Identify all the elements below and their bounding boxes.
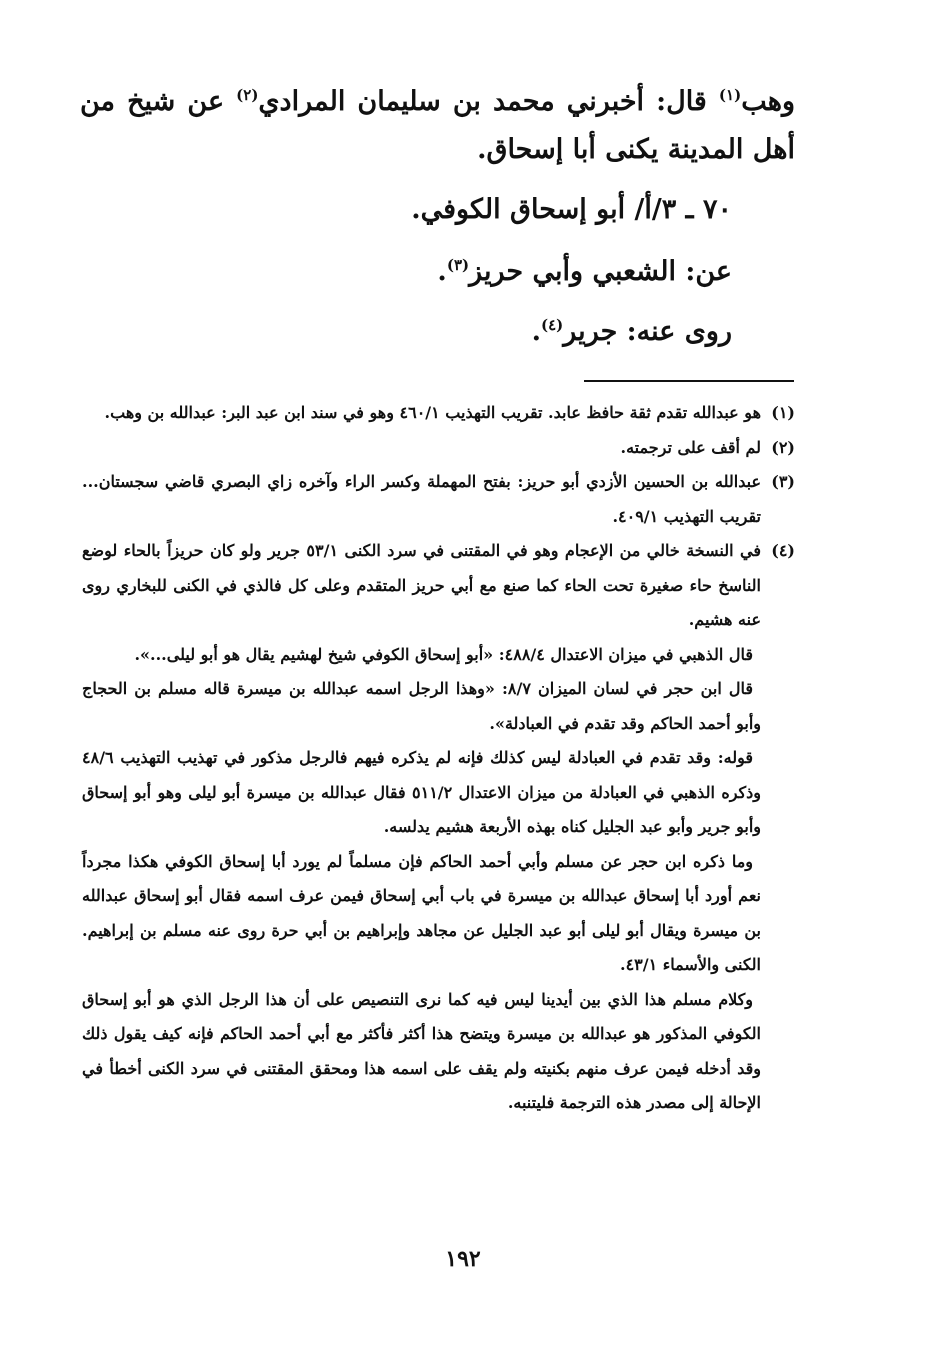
entry-narrated-end: . (531, 316, 541, 347)
footnote-4-paragraph: وما ذكره ابن حجر عن مسلم وأبي أحمد الحاكم فإن مسلماً لم يورد أبا إسحاق الكوفي هكذا مجرداً نعم أورد أبا إسحاق عبدالله بن ميسرة في باب أبي إسحاق فيمن عرف اسمه فقال أبو إسحاق عبدالله بن ميسرة ويقال أبو ليلى أبو عبد الجليل عن مجاهد وإبراهيم بن أبي حرة روى عنه مسلم بن إبراهيم. الكنى والأسماء ٤٣/١. (82, 851, 762, 974)
footnote-2 (82, 431, 795, 466)
entry-from-end: . (437, 256, 447, 287)
footnote-4-paragraph: قال الذهبي في ميزان الاعتدال ٤٨٨/٤: «أبو إسحاق الكوفي شيخ لهشيم يقال هو أبو ليلى...». (134, 644, 753, 664)
footnote-text: لم أقف على ترجمته. (620, 437, 761, 457)
main-text-middle: قال: أخبرني محمد بن سليمان المرادي (258, 86, 719, 117)
page-number: ١٩٢ (445, 1246, 481, 1272)
entry-narrated-line (80, 308, 732, 356)
footnote-number: (٢) (771, 437, 795, 457)
footnote-separator (584, 380, 794, 382)
entry-from-text: عن: الشعبي وأبي حريز (469, 256, 732, 287)
footnote-text: هو عبدالله تقدم ثقة حافظ عابد. تقريب التهذيب ٤٦٠/١ وهو في سند ابن عبد البر: عبدالله بن وهب. (104, 403, 761, 422)
footnote-4-paragraph: وكلام مسلم هذا الذي بين أيدينا ليس فيه كما نرى التنصيص على أن هذا الرجل الذي هو أبو إسحاق الكوفي المذكور هو عبدالله بن ميسرة ويتضح هذا أكثر فأكثر مع أبي أحمد الحاكم فإنه كيف يقول ذلك وقد أدخله فيمن عرف منهم بكنيته ولم يقف على اسمه هذا ومحقق المقتنى في سرد الكنى أخطأ في الإحالة إلى مصدر هذه الترجمة فليتنبه. (82, 989, 761, 1112)
footnote-number: (٣) (771, 472, 795, 491)
footnote-ref-4[interactable]: (٤) (541, 316, 564, 334)
main-text (80, 78, 795, 174)
footnote-4 (82, 534, 795, 638)
footnote-number: (٤) (771, 541, 795, 560)
footnote-4-paragraph: قال ابن حجر في لسان الميزان ٨/٧: «وهذا الرجل اسمه عبدالله بن ميسرة قاله مسلم بن الحجاج وأبو أحمد الحاكم وقد تقدم في العبادلة». (82, 679, 761, 733)
footnote-1 (82, 396, 795, 431)
footnote-4-paragraph: قوله: وقد تقدم في العبادلة ليس كذلك فإنه لم يذكره فيهم فالرجل مذكور في تهذيب التهذيب ٤٨/٦ وذكره الذهبي في العبادلة من ميزان الاعتدال ٥١١/٢ فقال عبدالله بن ميسرة أبو ليلى وهو أبو إسحاق وأبو جرير وأبو عبد الجليل كناه بهذه الأربعة هشيم يدلسه. (82, 748, 761, 836)
footnote-text: في النسخة خالي من الإعجام وهو في المقتنى في سرد الكنى ٥٣/١ جرير ولو كان حريزاً بالحاء لوضع الناسخ حاء صغيرة تحت الحاء كما صنع مع أبي حريز المتقدم وعلى كل فالذي في الكنى للبخاري روى عنه هشيم. (82, 541, 761, 629)
footnotes (82, 396, 795, 1121)
footnote-ref-3[interactable]: (٣) (446, 256, 470, 274)
footnote-number: (١) (771, 403, 795, 422)
main-text-end: عن شيخ من أهل المدينة يكنى أبا إسحاق. (80, 86, 795, 165)
entry-from-line (80, 248, 732, 296)
footnote-3 (82, 465, 795, 534)
entry-heading: ٧٠ ـ ٣/أ/ أبو إسحاق الكوفي. (411, 194, 732, 225)
main-text-start: وهب (741, 86, 795, 117)
footnote-ref-2[interactable]: (٢) (236, 86, 259, 104)
entry-narrated-text: روى عنه: جرير (563, 316, 732, 347)
footnote-ref-1[interactable]: (١) (718, 86, 742, 104)
footnote-text: عبدالله بن الحسين الأزدي أبو حريز: بفتح المهملة وكسر الراء وآخره زاي البصري قاضي سجستان... تقريب التهذيب ٤٠٩/١. (82, 472, 761, 526)
